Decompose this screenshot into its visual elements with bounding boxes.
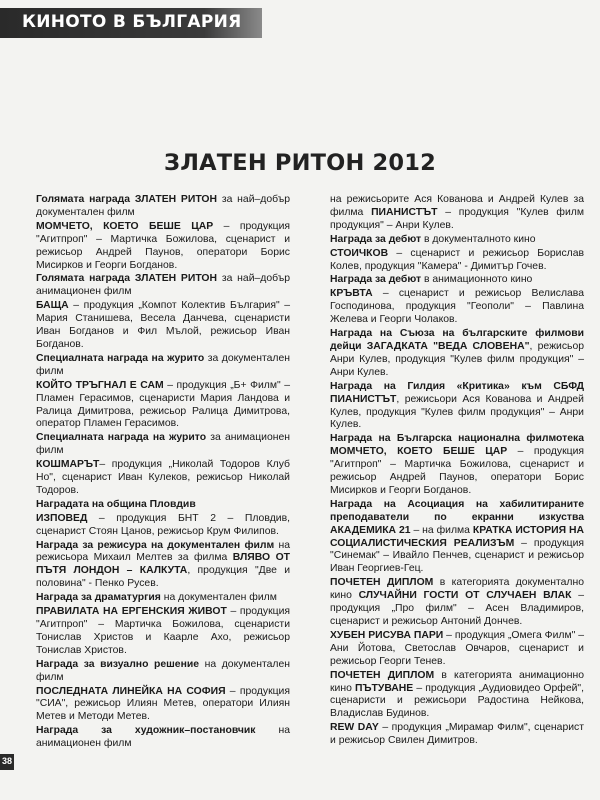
- award-name: ПОЧЕТЕН ДИПЛОМ: [330, 669, 435, 681]
- film-title: БАЩА: [36, 300, 69, 312]
- award-detail: за най–добър анимационен филм: [36, 273, 290, 298]
- film-credits: , режисьор Анри Кулев, продукция "Кулев филм продукция" – Анри Кулев.: [330, 340, 585, 378]
- award-name: Наградата на община Пловдив: [36, 498, 196, 510]
- film-title: ИЗПОВЕД: [36, 512, 88, 524]
- award-paragraph: [36, 273, 290, 299]
- film-credits: – продукция "Агитпроп" – Мартичка Божилова, сценарист и режисьор Андрей Паунов, оператори Борис Мисирков и Георги Богданов.: [36, 220, 290, 271]
- award-name: Награда за дебют: [330, 274, 422, 286]
- film-title: ВЛЯВО ОТ ПЪТЯ ЛОНДОН – КАЛКУТА: [36, 552, 290, 577]
- film-title: ХУБЕН РИСУВА ПАРИ: [330, 629, 444, 641]
- film-credits: – продукция „Аудиовидео Орфей", сценаристи и режисьори Радостина Нейкова, Владислав Будинов.: [330, 682, 584, 720]
- film-credits: – продукция „Компот Колектив България" – Мария Станишева, Весела Данчева, сценаристи Иван Богданов и Фил Мълой, режисьор Иван Богданов.: [36, 300, 290, 350]
- award-name: Награда за дебют: [330, 233, 422, 245]
- film-title: СЛУЧАЙНИ ГОСТИ ОТ СЛУЧАЕН ВЛАК: [358, 590, 572, 602]
- film-title: ПОСЛЕДНАТА ЛИНЕЙКА НА СОФИЯ: [36, 685, 226, 697]
- film-title: КРАТКА ИСТОРИЯ НА СОЦИАЛИСТИЧЕСКИЯ РЕАЛИЗЪМ: [330, 524, 584, 549]
- award-detail: за най–добър документален филм: [36, 194, 290, 218]
- film-credits: – продукция „Б+ Филм" – Пламен Герасимов, сценаристи Мария Ландова и Ралица Димитрова, режисьор Ралица Димитрова, оператор Пламен Герасимов.: [36, 379, 290, 430]
- award-name: Награда за драматургия: [36, 592, 161, 604]
- award-detail: за анимационен филм: [36, 432, 290, 457]
- award-name: Награда за режисура на документален филм: [36, 539, 275, 551]
- award-paragraph: [36, 499, 290, 512]
- award-name: Голямата награда ЗЛАТЕН РИТОН: [36, 194, 218, 205]
- film-title: МОМЧЕТО, КОЕТО БЕШЕ ЦАР: [36, 220, 214, 232]
- film-title: REW DAY: [330, 722, 379, 734]
- award-paragraph: [36, 686, 290, 725]
- award-name: Голямата награда ЗЛАТЕН РИТОН: [36, 273, 218, 285]
- film-title: ПЪТУВАНЕ: [355, 682, 414, 694]
- award-paragraph: [330, 381, 584, 433]
- film-credits: – продукция „Омега Филм" – Ани Йотова, Светослав Овчаров, сценарист и режисьор Георги Тенев.: [330, 629, 584, 667]
- award-name: Награда на Българска национална филмотека: [330, 433, 584, 445]
- film-title: ПИАНИСТЪТ: [371, 206, 438, 218]
- film-credits: – продукция "Агитпроп" – Мартичка Божилова, сценарист и режисьор Андрей Паунов, оператори Борис Мисирков и Георги Богданов.: [330, 446, 584, 496]
- award-detail: на документален филм: [36, 658, 290, 683]
- award-paragraph: [330, 274, 584, 287]
- film-title: ПИАНИСТЪТ: [330, 393, 397, 405]
- award-name: Награда на Гилдия «Критика» към СБФД: [330, 380, 584, 392]
- film-title: МОМЧЕТО, КОЕТО БЕШЕ ЦАР: [330, 446, 508, 458]
- award-paragraph: [36, 592, 290, 605]
- film-title: КОШМАРЪТ: [36, 459, 100, 471]
- article-title: ЗЛАТЕН РИТОН 2012: [164, 150, 436, 176]
- film-title: ПРАВИЛАТА НА ЕРГЕНСКИЯ ЖИВОТ: [36, 606, 227, 618]
- film-credits: – продукция "Кулев филм продукция" – Анри Кулев.: [330, 206, 584, 231]
- award-paragraph: [330, 670, 584, 722]
- award-name: Специалната награда на журито: [36, 432, 207, 444]
- page-number-box: [0, 754, 14, 770]
- award-detail: на документален филм: [160, 592, 277, 604]
- award-paragraph: [330, 433, 584, 498]
- award-detail: за документален филм: [36, 352, 290, 377]
- award-paragraph: [330, 577, 584, 629]
- award-paragraph: [330, 722, 584, 748]
- section-header-title: КИНОТО В БЪЛГАРИЯ: [22, 12, 242, 32]
- film-credits: – продукция „Мирамар Филм", сценарист и режисьор Свилен Димитров.: [330, 722, 584, 747]
- award-paragraph: [330, 630, 584, 669]
- film-title: КОЙТО ТРЪГНАЛ Е САМ: [36, 379, 164, 391]
- award-paragraph: [36, 353, 290, 379]
- award-paragraph: [36, 194, 290, 220]
- film-credits: , продукция "Две и половина" - Пенко Русев.: [36, 565, 291, 590]
- film-credits: – сценарист и режисьор Велислава Господинова, продукция "Геополи" – Павлина Желева и Георги Чолаков.: [330, 288, 584, 326]
- award-paragraph: [36, 606, 290, 658]
- award-name: Награда за визуално решение: [36, 658, 200, 670]
- film-credits: – продукция „Николай Тодоров Клуб Но", сценарист Иван Кулеков, режисьор Николай Тодоров.: [36, 459, 290, 496]
- award-paragraph: [36, 380, 290, 432]
- left-text-column: [36, 194, 290, 752]
- award-paragraph: [36, 513, 290, 539]
- film-credits: – продукция "Синемак" – Ивайло Пенчев, сценарист и режисьор Иван Георгиев-Гец.: [330, 537, 585, 575]
- award-paragraph: [330, 194, 584, 233]
- award-name: ПОЧЕТЕН ДИПЛОМ: [330, 577, 434, 589]
- award-name: Награда на Асоциация на хабилитираните преподаватели по екранни изкуства АКАДЕМИКА 21: [330, 498, 584, 536]
- award-paragraph: [330, 248, 584, 274]
- film-title: КРЪВТА: [330, 288, 373, 300]
- page-number: 38: [1, 756, 12, 766]
- award-name: Награда на Съюза на българските филмови дейци: [330, 328, 584, 352]
- award-paragraph: [36, 432, 290, 458]
- award-paragraph: [36, 540, 290, 592]
- award-paragraph: [330, 328, 584, 380]
- film-credits: – продукция БНТ 2 – Пловдив, сценарист Стоян Цанов, режисьор Крум Филипов.: [36, 512, 290, 537]
- film-credits: , режисьори Ася Кованова и Андрей Кулев, продукция "Кулев филм продукция" – Анри Кулев.: [330, 393, 584, 431]
- award-detail: в категорията анимационно кино: [330, 669, 584, 694]
- award-paragraph: [36, 221, 290, 273]
- film-credits: – сценарист и режисьор Борислав Колев, продукция "Камера" - Димитър Гочев.: [330, 247, 584, 272]
- award-name: Специалната награда на журито: [36, 352, 205, 364]
- film-title: СТОИЧКОВ: [330, 247, 389, 259]
- award-detail: в анимационното кино: [421, 274, 533, 286]
- award-detail: на режисьорите Ася Кованова и Андрей Кулев за филма: [330, 194, 584, 218]
- award-paragraph: [330, 234, 584, 247]
- award-paragraph: [36, 659, 290, 685]
- award-name: Награда за художник–постановчик: [36, 725, 256, 737]
- award-paragraph: [36, 725, 290, 751]
- award-paragraph: [330, 499, 584, 576]
- film-credits: – продукция "Агитпроп" – Мартичка Божилова, сценаристи Тонислав Христов и Каарле Ахо, режисьор Тонислав Христов.: [36, 606, 290, 656]
- award-paragraph: [36, 459, 290, 498]
- award-paragraph: [36, 300, 290, 352]
- award-paragraph: [330, 288, 584, 327]
- film-credits: – продукция "СИА", режисьор Илиян Метев, оператори Илиян Метев и Методи Метев.: [36, 685, 290, 723]
- award-detail: в категорията документално кино: [330, 577, 584, 602]
- award-detail: в документалното кино: [421, 233, 536, 245]
- right-text-column: [330, 194, 584, 749]
- film-title: ЗАГАДКАТА "ВЕДА СЛОВЕНА": [366, 340, 530, 352]
- award-detail: – на филма: [410, 524, 473, 536]
- award-detail: на режисьора Михаил Мелтев за филма: [36, 539, 291, 564]
- film-credits: – продукция „Про филм" – Асен Владимиров, сценарист и режисьор Антоний Дончев.: [330, 590, 584, 627]
- award-detail: на анимационен филм: [36, 725, 290, 750]
